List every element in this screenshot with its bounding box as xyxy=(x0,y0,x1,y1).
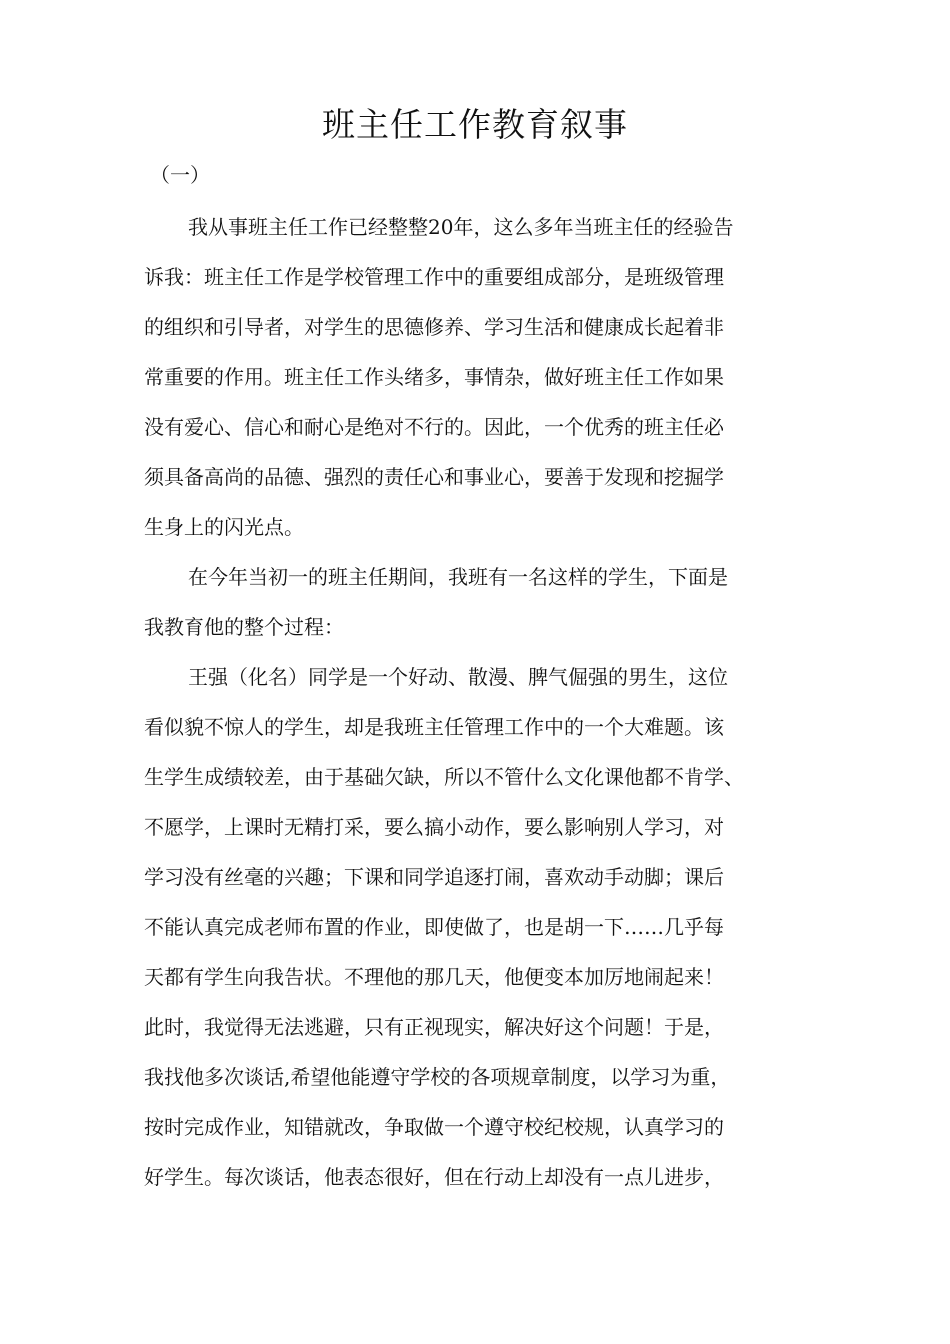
paragraph-line: 我从事班主任工作已经整整20年，这么多年当班主任的经验告 xyxy=(188,215,734,239)
paragraph-line: 好学生。每次谈话，他表态很好，但在行动上却没有一点儿进步， xyxy=(144,1165,724,1189)
paragraph-line: 生身上的闪光点。 xyxy=(144,515,304,539)
paragraph-line: 王强（化名）同学是一个好动、散漫、脾气倔强的男生，这位 xyxy=(188,665,728,689)
paragraph-line: 诉我：班主任工作是学校管理工作中的重要组成部分，是班级管理 xyxy=(144,265,724,289)
paragraph-line: 须具备高尚的品德、强烈的责任心和事业心，要善于发现和挖掘学 xyxy=(144,465,724,489)
paragraph-line: 天都有学生向我告状。不理他的那几天，他便变本加厉地闹起来！ xyxy=(144,965,724,989)
paragraph-line: 我找他多次谈话,希望他能遵守学校的各项规章制度，以学习为重， xyxy=(144,1065,731,1089)
paragraph-line: 按时完成作业，知错就改，争取做一个遵守校纪校规，认真学习的 xyxy=(144,1115,724,1139)
paragraph-line: 不愿学，上课时无精打采，要么搞小动作，要么影响别人学习，对 xyxy=(144,815,724,839)
paragraph-line: 学习没有丝毫的兴趣；下课和同学追逐打闹，喜欢动手动脚；课后 xyxy=(144,865,724,889)
paragraph-line: 看似貌不惊人的学生，却是我班主任管理工作中的一个大难题。该 xyxy=(144,715,724,739)
paragraph-line: 在今年当初一的班主任期间，我班有一名这样的学生，下面是 xyxy=(188,565,728,589)
document-title: 班主任工作教育叙事 xyxy=(322,105,628,144)
paragraph-line: 我教育他的整个过程： xyxy=(144,615,344,639)
paragraph-line: 没有爱心、信心和耐心是绝对不行的。因此，一个优秀的班主任必 xyxy=(144,415,724,439)
paragraph-line: 的组织和引导者，对学生的思德修养、学习生活和健康成长起着非 xyxy=(144,315,724,339)
paragraph-line: 不能认真完成老师布置的作业，即使做了，也是胡一下……几乎每 xyxy=(144,915,724,939)
paragraph-line: 常重要的作用。班主任工作头绪多，事情杂，做好班主任工作如果 xyxy=(144,365,724,389)
paragraph-line: 此时，我觉得无法逃避，只有正视现实，解决好这个问题！于是， xyxy=(144,1015,724,1039)
paragraph-line: 生学生成绩较差，由于基础欠缺，所以不管什么文化课他都不肯学、 xyxy=(144,765,744,789)
section-heading: （一） xyxy=(150,163,210,187)
